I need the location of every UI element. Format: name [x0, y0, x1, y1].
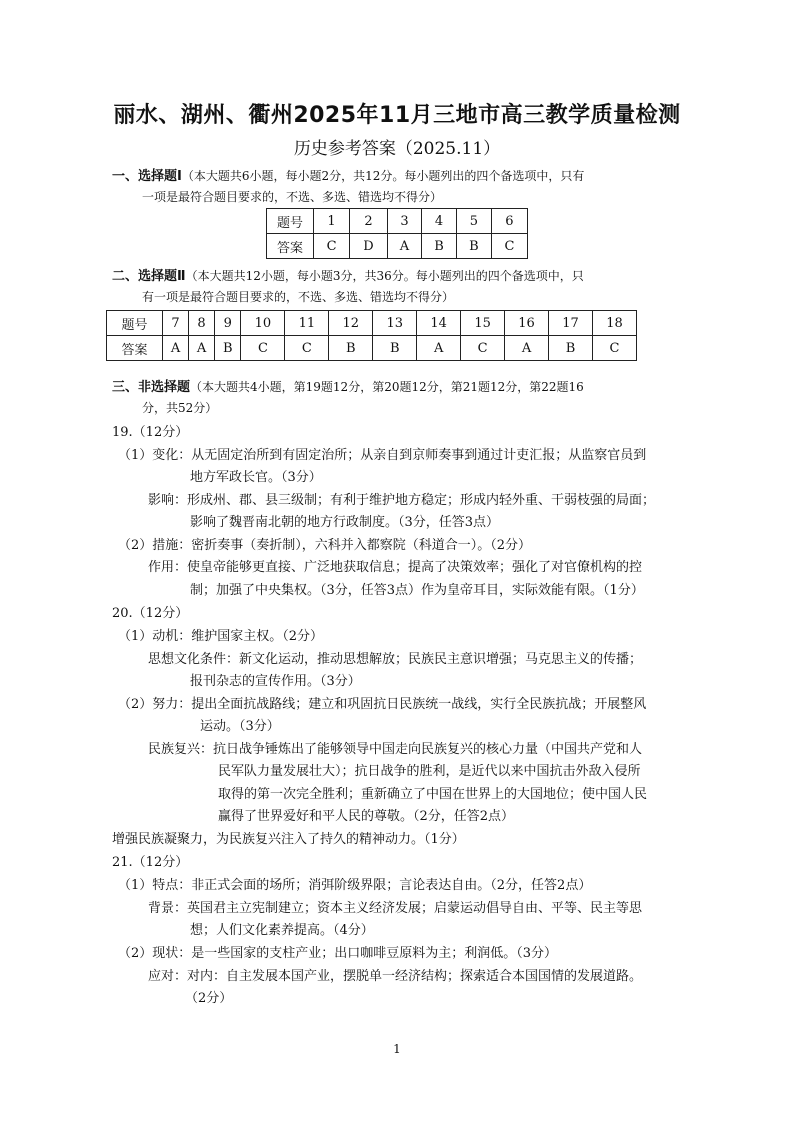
answer-cell: A	[189, 336, 215, 361]
q20-line: 增强民族凝聚力，为民族复兴注入了持久的精神动力。（1分）	[112, 832, 465, 847]
question-number-cell: 4	[422, 209, 457, 234]
question-number-cell: 9	[215, 311, 241, 336]
answer-cell: C	[461, 336, 505, 361]
q21-head: 21.（12分）	[112, 855, 189, 870]
section2-label: 二、选择题Ⅱ	[112, 269, 186, 284]
question-number-cell: 2	[350, 209, 388, 234]
page-title: 丽水、湖州、衢州2025年11月三地市高三教学质量检测	[113, 103, 681, 128]
answer-cell: B	[373, 336, 417, 361]
q21-line: 想；人们文化素养提高。（4分）	[190, 923, 374, 938]
section3-note: （本大题共4小题，第19题12分，第20题12分，第21题12分，第22题16	[190, 380, 584, 394]
section1-note-cont: 一项是最符合题目要求的，不选、多选、错选均不得分）	[142, 190, 443, 204]
section2-answer-table	[106, 310, 637, 361]
section2-note: （本大题共12小题，每小题3分，共36分。每小题列出的四个备选项中，只	[185, 269, 584, 283]
question-number-cell: 8	[189, 311, 215, 336]
answer-cell: A	[387, 234, 421, 259]
question-number-cell: 10	[241, 311, 285, 336]
table-answer-label: 答案	[107, 336, 163, 361]
question-number-cell: 3	[387, 209, 421, 234]
answer-cell: A	[417, 336, 461, 361]
q20-line: 取得的第一次完全胜利；重新确立了中国在世界上的大国地位；使中国人民	[218, 787, 648, 802]
q21-line: （1）特点：非正式会面的场所；消弭阶级界限；言论表达自由。（2分，任答2点）	[118, 878, 592, 893]
section3-label: 三、非选择题	[112, 380, 191, 395]
section1-note: （本大题共6小题，每小题2分，共12分。每小题列出的四个备选项中，只有	[181, 169, 585, 183]
page-subtitle: 历史参考答案（2025.11）	[293, 139, 501, 159]
question-number-cell: 18	[592, 311, 636, 336]
table-row	[267, 234, 528, 259]
section3-note-cont: 分，共52分）	[142, 401, 218, 415]
answer-cell: C	[285, 336, 329, 361]
q21-line: 背景：英国君主立宪制建立；资本主义经济发展；启蒙运动倡导自由、平等、民主等思	[148, 901, 643, 916]
answer-cell: A	[505, 336, 549, 361]
question-number-cell: 15	[461, 311, 505, 336]
q19-line: 地方军政长官。（3分）	[190, 470, 322, 485]
q19-line: （1）变化：从无固定治所到有固定治所；从亲自到京师奏事到通过计吏汇报；从监察官员到	[118, 448, 647, 463]
answer-cell: B	[456, 234, 491, 259]
q19-line: 制；加强了中央集权。（3分，任答3点）作为皇帝耳目，实际效能有限。（1分）	[190, 583, 644, 598]
question-number-cell: 11	[285, 311, 329, 336]
q21-line: 应对：对内：自主发展本国产业，摆脱单一经济结构；探索适合本国国情的发展道路。	[148, 969, 643, 984]
answer-cell: C	[592, 336, 636, 361]
q19-head: 19.（12分）	[112, 425, 189, 440]
q20-line: （1）动机：维护国家主权。（2分）	[118, 629, 324, 644]
section3-heading	[112, 377, 584, 398]
q20-line: 赢得了世界爱好和平人民的尊敬。（2分，任答2点）	[218, 809, 515, 824]
question-number-cell: 12	[329, 311, 373, 336]
table-row	[267, 209, 528, 234]
answer-cell: C	[491, 234, 527, 259]
answer-cell: C	[241, 336, 285, 361]
table-answer-label: 答案	[267, 234, 314, 259]
q19-line: 影响了魏晋南北朝的地方行政制度。（3分，任答3点）	[190, 515, 500, 530]
section1-heading	[112, 166, 584, 187]
section1-label: 一、选择题Ⅰ	[112, 169, 182, 184]
question-number-cell: 1	[314, 209, 350, 234]
table-head-label: 题号	[107, 311, 163, 336]
question-number-cell: 16	[505, 311, 549, 336]
question-number-cell: 6	[491, 209, 527, 234]
question-number-cell: 13	[373, 311, 417, 336]
question-number-cell: 7	[163, 311, 189, 336]
q20-line: （2）努力：提出全面抗战路线；建立和巩固抗日民族统一战线，实行全民族抗战；开展整风	[118, 697, 647, 712]
q20-line: 民族复兴：抗日战争锤炼出了能够领导中国走向民族复兴的核心力量（中国共产党和人	[148, 742, 643, 757]
answer-cell: B	[422, 234, 457, 259]
q20-head: 20.（12分）	[112, 606, 189, 621]
question-number-cell: 5	[456, 209, 491, 234]
answer-cell: C	[314, 234, 350, 259]
answer-cell: B	[329, 336, 373, 361]
q20-line: 思想文化条件：新文化运动，推动思想解放；民族民主意识增强；马克思主义的传播；	[148, 652, 643, 667]
q21-line: （2）现状：是一些国家的支柱产业；出口咖啡豆原料为主；利润低。（3分）	[118, 946, 558, 961]
q19-line: 作用：使皇帝能够更直接、广泛地获取信息；提高了决策效率；强化了对官僚机构的控	[148, 560, 643, 575]
question-number-cell: 17	[549, 311, 593, 336]
page-number: 1	[393, 1042, 401, 1056]
q20-line: 民军队力量发展壮大）；抗日战争的胜利，是近代以来中国抗击外敌入侵所	[218, 764, 641, 779]
answer-cell: A	[163, 336, 189, 361]
q19-line: 影响：形成州、郡、县三级制；有利于维护地方稳定；形成内轻外重、干弱枝强的局面；	[148, 493, 656, 508]
section2-heading	[112, 266, 584, 287]
section1-answer-table	[266, 208, 528, 259]
q19-line: （2）措施：密折奏事（奏折制），六科并入都察院（科道合一）。（2分）	[118, 538, 532, 553]
q20-line: 运动。（3分）	[200, 719, 280, 734]
table-row	[107, 311, 637, 336]
table-head-label: 题号	[267, 209, 314, 234]
answer-cell: B	[549, 336, 593, 361]
answer-cell: B	[215, 336, 241, 361]
question-number-cell: 14	[417, 311, 461, 336]
q20-line: 报刊杂志的宣传作用。（3分）	[190, 674, 361, 689]
section2-note-cont: 有一项是最符合题目要求的，不选、多选、错选均不得分）	[142, 290, 455, 304]
table-row	[107, 336, 637, 361]
answer-cell: D	[350, 234, 388, 259]
q21-line: （2分）	[185, 991, 233, 1006]
